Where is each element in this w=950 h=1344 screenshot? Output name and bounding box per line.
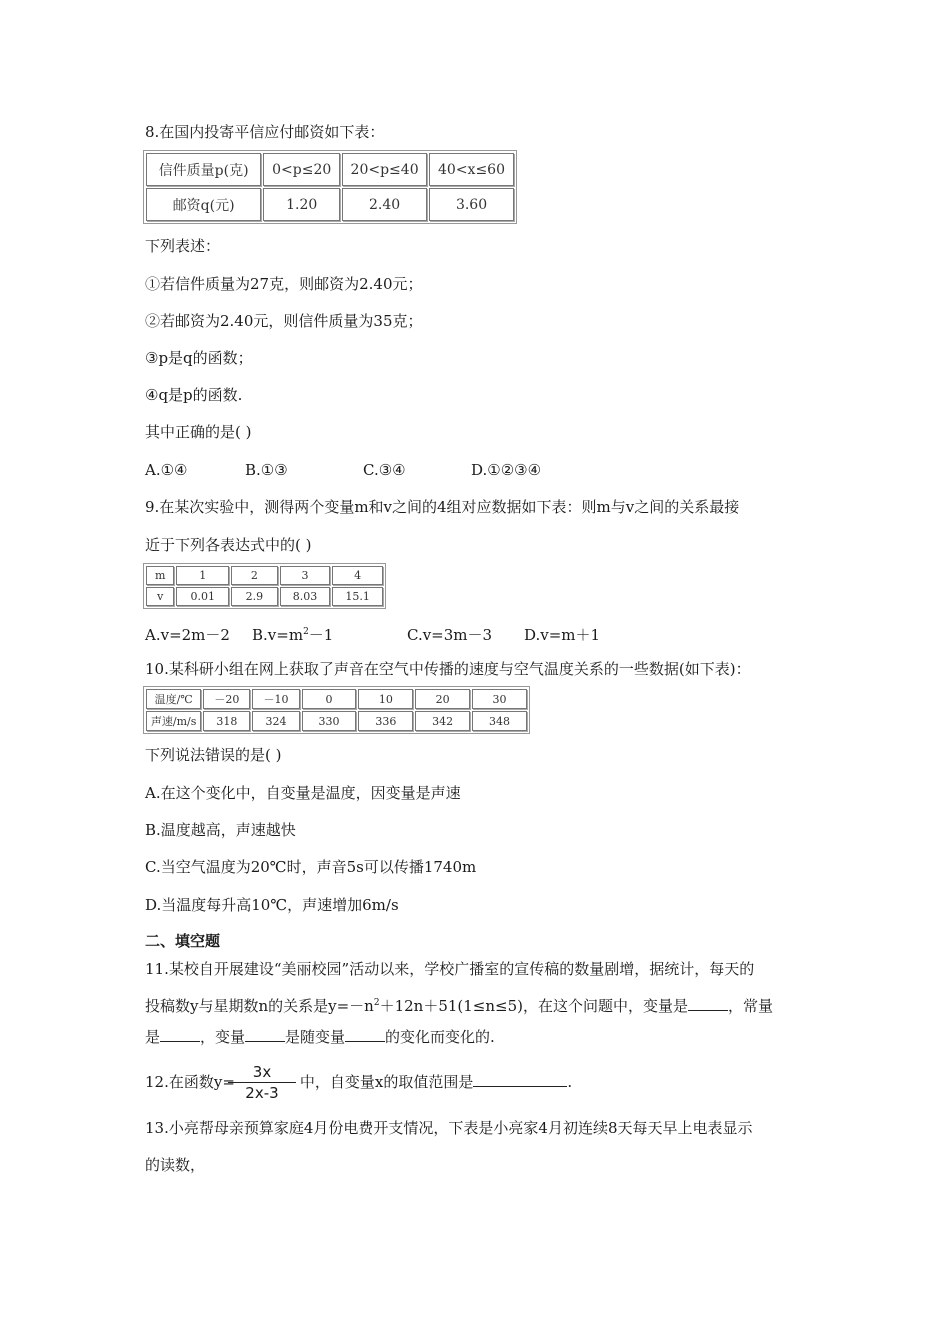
q11-text: 是 [145,1028,161,1046]
q8-intro: 下列表述： [145,237,221,255]
q11-line1: 11.某校自开展建设“美丽校园”活动以来，学校广播室的宣传稿的数量剧增，据统计，每天的 [145,960,755,978]
q12-text: 中，自变量x的取值范围是 [299,1073,474,1091]
q8-option-a: A.①④ [145,461,188,479]
answer-blank[interactable] [245,1027,285,1042]
table-row [146,153,514,186]
q12-line [145,1072,572,1092]
q10-option-d: D.当温度每升高10℃，声速增加6m/s [145,896,399,914]
q12-fraction [228,1063,296,1102]
q11-text: 投稿数y与星期数n的关系是y=－n [145,997,374,1015]
table-cell: 10 [358,689,413,709]
table-cell: 348 [472,711,527,731]
table-cell: 2.40 [342,188,427,221]
table-row [146,711,527,731]
q8-table [143,150,517,224]
q8-statement-3: ③p是q的函数； [145,349,253,367]
q8-statement-4: ④q是p的函数. [145,386,243,404]
q9-option-c: C.v=3m－3 [407,626,493,644]
q9-option-b-rest: －1 [308,626,334,644]
q9-table [143,563,386,609]
table-cell: －10 [252,689,299,709]
table-cell: 邮资q(元) [146,188,261,221]
q10-stem: 10.某科研小组在网上获取了声音在空气中传播的速度与空气温度关系的一些数据(如下表)： [145,660,751,678]
table-row [146,566,383,585]
q8-question: 其中正确的是( ) [145,423,252,441]
q9-option-b-base: B.v=m [252,626,304,644]
answer-blank[interactable] [688,996,728,1011]
q8-option-d: D.①②③④ [471,461,542,479]
table-cell: 信件质量p(克) [146,153,261,186]
table-cell: 3.60 [429,188,514,221]
q11-line3 [145,1027,495,1047]
table-cell: 8.03 [280,587,331,606]
table-cell: 30 [472,689,527,709]
table-cell: 0<p≤20 [263,153,340,186]
section-title: 二、填空题 [145,932,221,950]
table-cell: 3 [280,566,331,585]
table-cell: 4 [332,566,383,585]
q9-option-a: A.v=2m－2 [145,626,230,644]
q12-text: 12.在函数y= [145,1073,235,1091]
q10-question: 下列说法错误的是( ) [145,746,282,764]
fraction-denominator: 2x-3 [245,1084,279,1102]
q9-option-b [252,622,407,645]
table-cell: m [146,566,174,585]
table-cell: 0.01 [176,587,229,606]
q10-table [143,686,530,734]
table-cell: 324 [252,711,299,731]
answer-blank[interactable] [473,1072,567,1087]
answer-blank[interactable] [160,1027,200,1042]
q8-stem: 8.在国内投寄平信应付邮资如下表： [145,123,385,141]
table-cell: 2 [231,566,278,585]
q11-text: ，常量 [728,997,774,1015]
table-row [146,587,383,606]
q9-option-d: D.v=m＋1 [524,626,601,644]
table-cell: 318 [203,711,250,731]
q10-option-a: A.在这个变化中，自变量是温度，因变量是声速 [145,784,461,802]
q8-option-b: B.①③ [245,461,288,479]
q9-options [145,622,600,645]
q8-option-c: C.③④ [363,461,406,479]
q11-text: 是随变量 [285,1028,346,1046]
table-cell: 40<x≤60 [429,153,514,186]
q9-option-b-exponent: 2 [303,627,309,637]
table-row [146,188,514,221]
q11-text: 的变化而变化的. [385,1028,495,1046]
table-cell: 1.20 [263,188,340,221]
q10-option-c: C.当空气温度为20℃时，声音5s可以传播1740m [145,858,477,876]
q11-text: ，变量 [200,1028,246,1046]
table-cell: 336 [358,711,413,731]
q11-text: ＋12n＋51(1≤n≤5)，在这个问题中，变量是 [379,997,689,1015]
table-cell: 声速/m/s [146,711,201,731]
table-cell: 20 [415,689,470,709]
table-cell: 20<p≤40 [342,153,427,186]
q8-options [145,460,541,480]
q8-statement-1: ①若信件质量为27克，则邮资为2.40元； [145,275,423,293]
table-cell: 15.1 [332,587,383,606]
q11-exponent: 2 [373,998,380,1008]
q13-line1: 13.小亮帮母亲预算家庭4月份电费开支情况，下表是小亮家4月初连续8天每天早上电表显示 [145,1119,753,1137]
q8-statement-2: ②若邮资为2.40元，则信件质量为35克； [145,312,423,330]
table-row [146,689,527,709]
table-cell: v [146,587,174,606]
q13-line2: 的读数， [145,1156,206,1174]
table-cell: 温度/℃ [146,689,201,709]
fraction-numerator: 3x [228,1063,296,1083]
q10-option-b: B.温度越高，声速越快 [145,821,296,839]
table-cell: 342 [415,711,470,731]
table-cell: 1 [176,566,229,585]
q9-stem-line2: 近于下列各表达式中的( ) [145,536,312,554]
table-cell: 0 [302,689,357,709]
table-cell: －20 [203,689,250,709]
q9-stem-line1: 9.在某次实验中，测得两个变量m和v之间的4组对应数据如下表：则m与v之间的关系最接 [145,498,740,516]
q11-line2 [145,993,773,1016]
q12-text: . [567,1073,573,1091]
answer-blank[interactable] [345,1027,385,1042]
table-cell: 2.9 [231,587,278,606]
table-cell: 330 [302,711,357,731]
